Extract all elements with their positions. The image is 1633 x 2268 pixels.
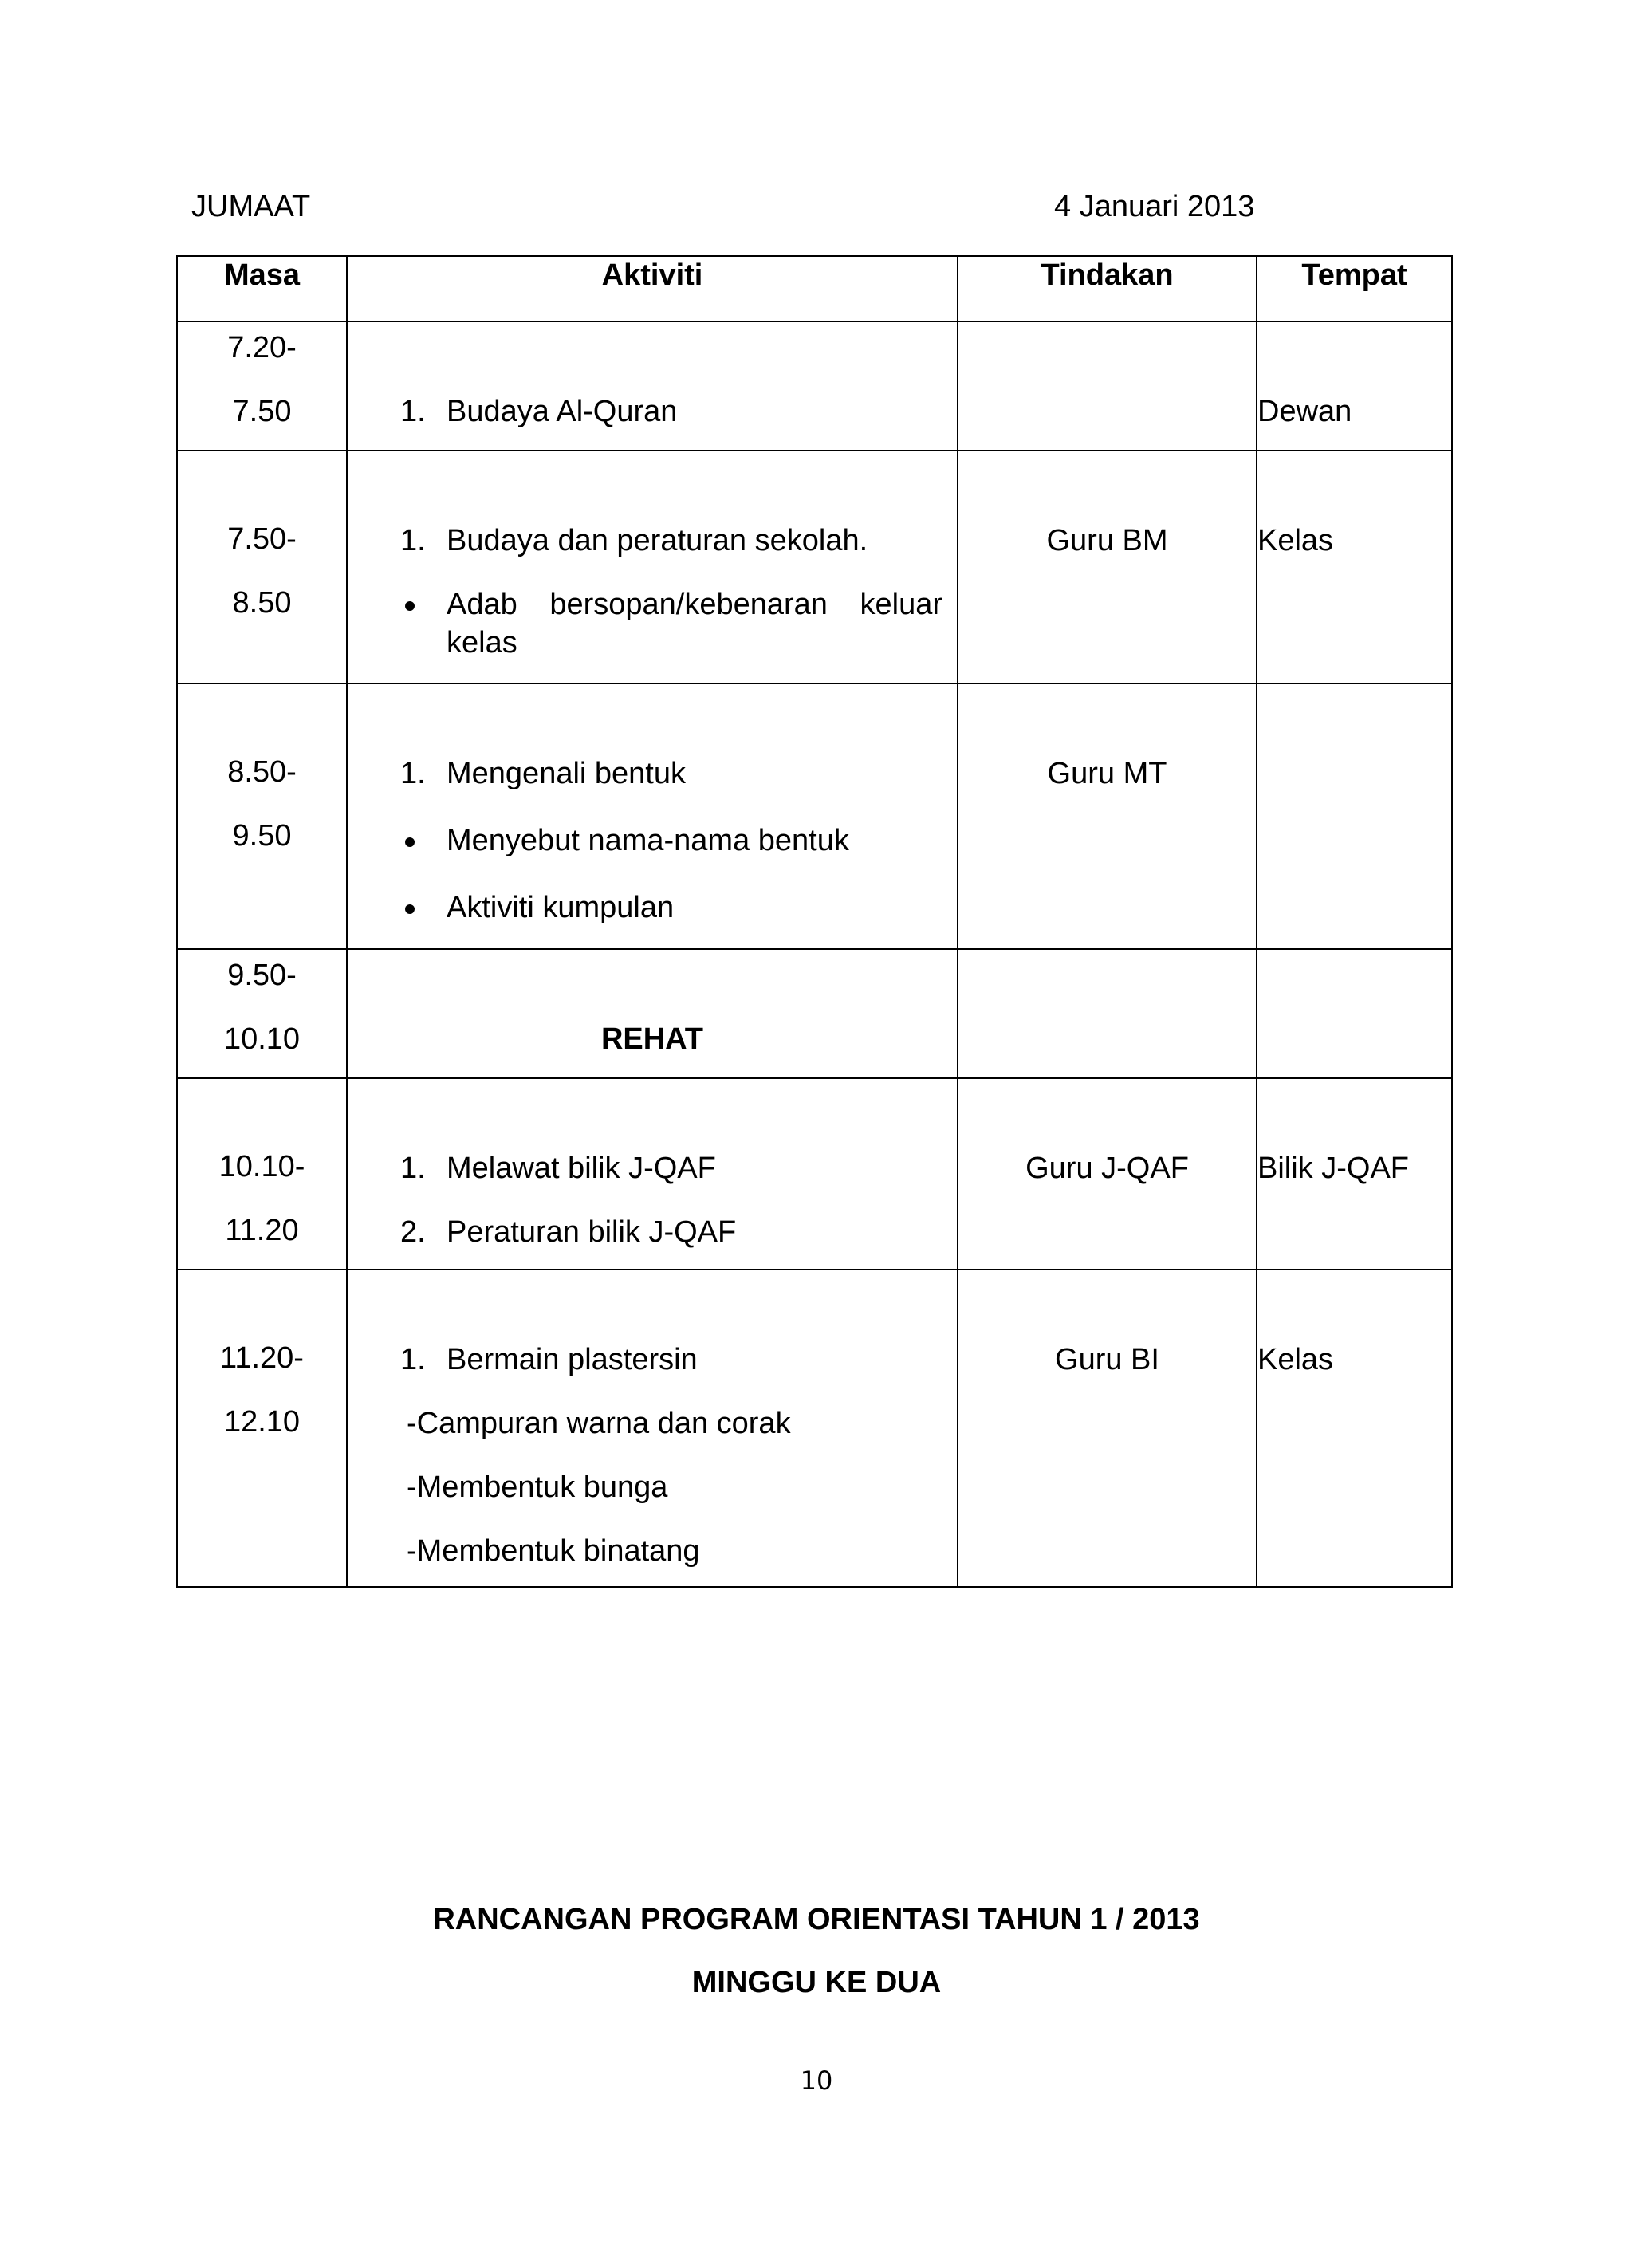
header-tempat: Tempat: [1257, 256, 1452, 321]
tempat-cell: [1257, 321, 1452, 451]
activity-cell: [347, 1078, 958, 1270]
tempat-cell: [1257, 1270, 1452, 1587]
break-label: REHAT: [600, 1022, 704, 1056]
bullet-icon: [405, 904, 415, 914]
list-marker: 1.: [400, 395, 426, 428]
time-end: 7.50: [232, 395, 292, 428]
table-row: [177, 1270, 1452, 1587]
time-end: 8.50: [232, 586, 292, 620]
program-title: RANCANGAN PROGRAM ORIENTASI TAHUN 1 / 2013: [433, 1903, 1200, 1936]
time-cell: [177, 683, 347, 949]
tindakan-text: Guru MT: [1047, 757, 1167, 790]
time-cell: [177, 949, 347, 1078]
tempat-text: Kelas: [1257, 1343, 1334, 1376]
list-item-text: Budaya Al-Quran: [447, 395, 678, 428]
bullet-icon: [405, 837, 415, 847]
tempat-cell: [1257, 949, 1452, 1078]
tempat-text: Kelas: [1257, 524, 1334, 557]
tempat-text: Dewan: [1257, 395, 1352, 428]
table-header-row: [177, 256, 1452, 321]
list-marker: 1.: [400, 757, 426, 790]
header-tindakan: Tindakan: [958, 256, 1257, 321]
time-end: 10.10: [223, 1022, 301, 1056]
time-end: 12.10: [223, 1405, 301, 1439]
table-row: [177, 321, 1452, 451]
list-item-text: Budaya dan peraturan sekolah.: [447, 524, 868, 557]
tempat-cell: [1257, 451, 1452, 683]
tindakan-cell: [958, 1078, 1257, 1270]
list-item: [400, 392, 942, 431]
header-masa: Masa: [177, 256, 347, 321]
date-label: 4 Januari 2013: [1054, 190, 1255, 223]
tindakan-text: Guru BM: [1046, 524, 1168, 557]
list-item-text: Menyebut nama-nama bentuk: [447, 824, 849, 857]
tindakan-cell: [958, 1270, 1257, 1587]
activity-cell: [347, 451, 958, 683]
time-cell: [177, 321, 347, 451]
tempat-cell: [1257, 1078, 1452, 1270]
table-row: [177, 1078, 1452, 1270]
list-item: [400, 754, 942, 793]
list-marker: 1.: [400, 524, 426, 557]
list-item: [400, 585, 942, 662]
time-cell: [177, 451, 347, 683]
table-row: [177, 683, 1452, 949]
time-end: 11.20: [225, 1214, 299, 1247]
time-start: 9.50-: [227, 959, 297, 992]
time-start: 8.50-: [227, 755, 297, 789]
list-item-text: Aktiviti kumpulan: [447, 891, 675, 924]
sub-item-text: -Membentuk binatang: [407, 1534, 700, 1568]
list-marker: 1.: [400, 1152, 426, 1185]
list-item: [400, 821, 942, 860]
activity-cell: [347, 683, 958, 949]
list-item: [400, 1341, 942, 1379]
tindakan-text: Guru BI: [1055, 1343, 1159, 1376]
list-item-text: Mengenali bentuk: [447, 757, 686, 790]
tindakan-text: Guru J-QAF: [1025, 1152, 1189, 1185]
tindakan-cell: [958, 451, 1257, 683]
list-item-text: Adab bersopan/kebenaran keluar: [447, 588, 942, 621]
time-start: 7.50-: [227, 522, 297, 556]
list-item-text-continued: kelas: [447, 626, 517, 660]
time-start: 7.20-: [227, 331, 297, 364]
tempat-text: Bilik J-QAF: [1257, 1152, 1409, 1185]
table-row: [177, 949, 1452, 1078]
list-item: [400, 1149, 942, 1187]
table-row: [177, 451, 1452, 683]
program-subtitle: MINGGU KE DUA: [691, 1966, 942, 1999]
day-label: JUMAAT: [191, 190, 311, 223]
schedule-table: [176, 255, 1453, 1588]
time-end: 9.50: [232, 819, 292, 852]
page-number: 10: [800, 2065, 833, 2096]
time-start: 11.20-: [220, 1341, 304, 1375]
tindakan-cell: [958, 683, 1257, 949]
tindakan-cell: [958, 949, 1257, 1078]
activity-cell: [347, 1270, 958, 1587]
activity-cell: [347, 949, 958, 1078]
list-marker: 1.: [400, 1343, 426, 1376]
sub-item-text: -Membentuk bunga: [407, 1471, 668, 1504]
tempat-cell: [1257, 683, 1452, 949]
tindakan-cell: [958, 321, 1257, 451]
time-start: 10.10-: [218, 1150, 305, 1183]
time-cell: [177, 1078, 347, 1270]
sub-item-text: -Campuran warna dan corak: [407, 1407, 791, 1440]
list-item: [400, 1213, 942, 1251]
list-item: [400, 888, 942, 927]
list-item-text: Bermain plastersin: [447, 1343, 698, 1376]
header-aktiviti: Aktiviti: [347, 256, 958, 321]
list-item: [400, 522, 942, 560]
bullet-icon: [405, 601, 415, 611]
list-marker: 2.: [400, 1215, 426, 1249]
list-item-text: Peraturan bilik J-QAF: [447, 1215, 737, 1249]
time-cell: [177, 1270, 347, 1587]
list-item-text: Melawat bilik J-QAF: [447, 1152, 716, 1185]
activity-cell: [347, 321, 958, 451]
